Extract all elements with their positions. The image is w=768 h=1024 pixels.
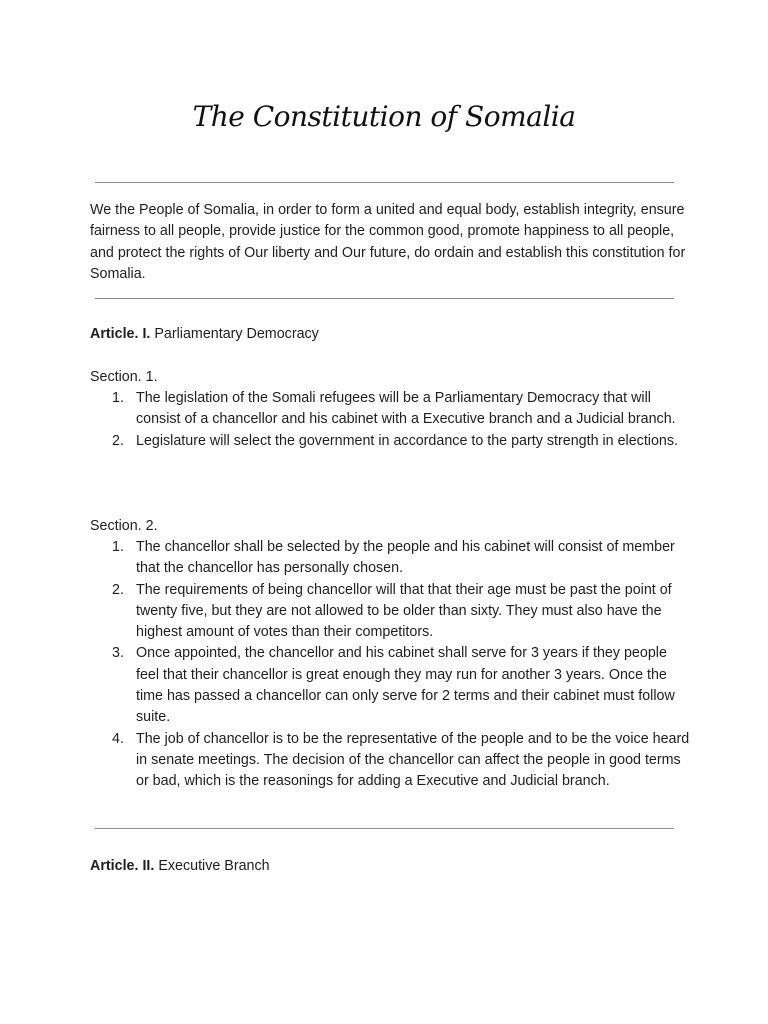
list-item-marker: 2. [112, 581, 124, 598]
list-item [90, 431, 690, 452]
list-item-text: The legislation of the Somali refugees will be a Parliamentary Democracy that will consist of a chancellor and his cabinet with a Executive branch and a Judicial branch. [136, 390, 676, 428]
divider [95, 828, 674, 829]
list-item-text: The chancellor shall be selected by the people and his cabinet will consist of member that the chancellor has personally chosen. [136, 539, 675, 577]
article-1-heading [90, 324, 319, 345]
list-item [90, 537, 690, 580]
section-1-heading: Section. 1. [90, 369, 158, 385]
list-item-marker: 4. [112, 730, 124, 747]
section-1-list [90, 388, 690, 452]
list-item [90, 388, 690, 431]
article-2-name: Executive Branch [154, 858, 270, 874]
list-item-marker: 1. [112, 390, 124, 406]
article-2-heading [90, 856, 270, 877]
list-item-text: The requirements of being chancellor will that that their age must be past the point of twenty five, but they are not allowed to be older than sixty. They must also have the highest amount of votes than their competitors. [136, 581, 672, 641]
list-item [90, 580, 690, 644]
list-item [90, 643, 690, 728]
list-item-marker: 1. [112, 539, 124, 555]
article-1-number: Article. I. [90, 326, 151, 342]
divider [95, 182, 674, 183]
list-item-marker: 2. [112, 432, 124, 449]
divider [95, 298, 674, 299]
preamble-paragraph: We the People of Somalia, in order to form a united and equal body, establish integrity, ensure fairness to all people, provide justice for the common good, promote happiness to all people, and protect the rights of Our liberty and Our future, do ordain and establish this constitution for Somalia. [90, 202, 686, 282]
article-1-name: Parliamentary Democracy [150, 326, 319, 342]
list-item-text: Legislature will select the government in accordance to the party strength in elections. [136, 432, 678, 449]
document-title: The Constitution of Somalia [192, 100, 576, 133]
article-2-number: Article. II. [90, 858, 155, 874]
list-item-text: The job of chancellor is to be the representative of the people and to be the voice heard in senate meetings. The decision of the chancellor can affect the people in good terms or bad, which is the reasonings for adding a Executive and Judicial branch. [136, 730, 690, 790]
section-2-heading: Section. 2. [90, 518, 158, 534]
section-2-list [90, 537, 690, 793]
list-item-text: Once appointed, the chancellor and his cabinet shall serve for 3 years if they people feel that their chancellor is great enough they may run for another 3 years. Once the time has passed a chancellor can only serve for 2 terms and their cabinet must follow suite. [136, 645, 675, 726]
list-item [90, 729, 690, 793]
list-item-marker: 3. [112, 645, 124, 662]
